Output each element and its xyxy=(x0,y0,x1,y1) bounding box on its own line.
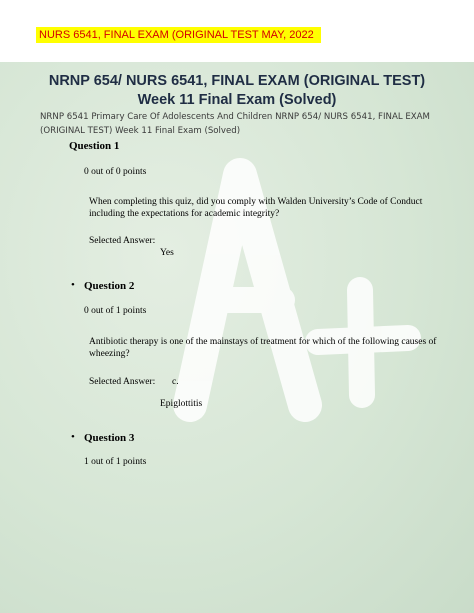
exam-banner: NURS 6541, FINAL EXAM (ORIGINAL TEST MAY, 2022 xyxy=(36,27,321,43)
question-2-answer-letter: c. xyxy=(172,377,179,387)
question-1-answer-label: Selected Answer: xyxy=(89,236,156,246)
question-1-prompt: When completing this quiz, did you comply with Walden University’s Code of Conduct including the expectations for academic integrity? xyxy=(89,197,423,219)
question-1-selected-answer: Yes xyxy=(160,248,174,258)
question-2-prompt: Antibiotic therapy is one of the mainstays of treatment for which of the following causes of wheezing? xyxy=(89,337,437,359)
question-3-bullet: • xyxy=(71,431,75,443)
question-3-points: 1 out of 1 points xyxy=(84,457,147,467)
page-title: NRNP 654/ NURS 6541, FINAL EXAM (ORIGINAL TEST) Week 11 Final Exam (Solved) xyxy=(48,73,426,108)
question-2-bullet: • xyxy=(71,279,75,291)
question-3-heading: Question 3 xyxy=(84,432,135,444)
question-2-selected-answer: Epiglottitis xyxy=(160,399,203,409)
question-2-answer-label: Selected Answer: xyxy=(89,377,156,387)
question-2-heading: Question 2 xyxy=(84,280,135,292)
question-1-points: 0 out of 0 points xyxy=(84,167,147,177)
question-2-points: 0 out of 1 points xyxy=(84,306,147,316)
question-1-heading: Question 1 xyxy=(69,140,120,152)
page-subtitle: NRNP 6541 Primary Care Of Adolescents And Children NRNP 654/ NURS 6541, FINAL EXAM (ORIGINAL TEST) Week 11 Final Exam (Solved) xyxy=(40,112,430,136)
